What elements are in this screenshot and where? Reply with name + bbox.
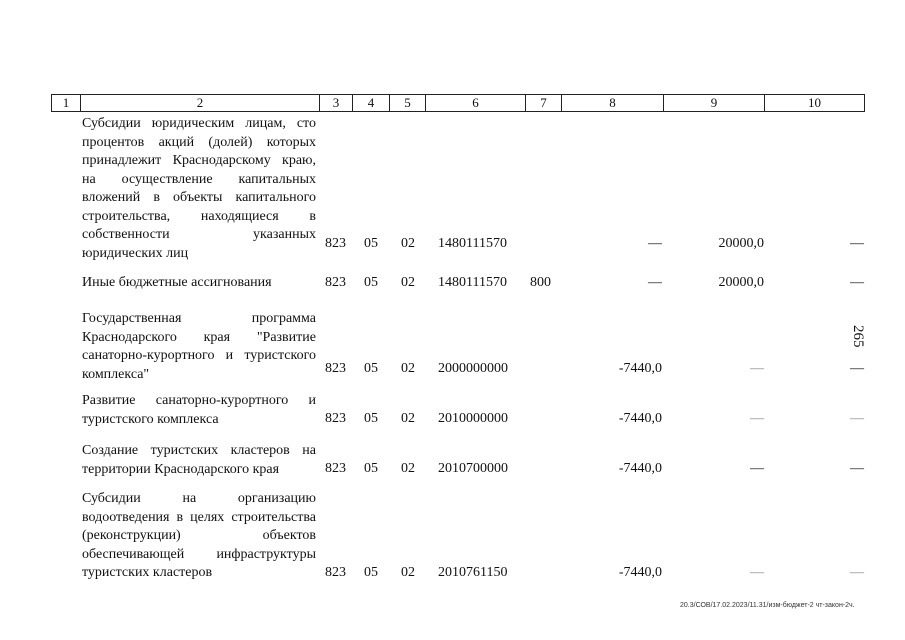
col-header-3: 3 (319, 94, 353, 112)
cell-pr: 02 (401, 361, 415, 376)
cell-csr: 2010761150 (438, 565, 508, 580)
col-header-10: 10 (764, 94, 865, 112)
row-description: Создание туристских кластеров на территории Краснодарского края (82, 443, 316, 477)
cell-pr: 02 (401, 275, 415, 290)
cell-ved: 823 (325, 411, 346, 426)
col-header-9: 9 (663, 94, 765, 112)
cell-amount-9: — (750, 565, 764, 580)
cell-amount-8: -7440,0 (618, 461, 662, 476)
row-description: Развитие санаторно-курортного и туристского комплекса (82, 393, 316, 427)
col-header-5: 5 (389, 94, 426, 112)
cell-csr: 2010000000 (438, 411, 508, 426)
cell-amount-8: — (648, 275, 662, 290)
cell-amount-8: -7440,0 (618, 411, 662, 426)
cell-csr: 1480111570 (438, 236, 507, 251)
cell-amount-8: -7440,0 (618, 565, 662, 580)
cell-amount-8: -7440,0 (618, 361, 662, 376)
row-description: Иные бюджетные ассигнования (82, 275, 272, 290)
cell-rz: 05 (364, 236, 378, 251)
cell-pr: 02 (401, 236, 415, 251)
cell-vr: 800 (530, 275, 551, 290)
cell-amount-10: — (850, 236, 864, 251)
cell-rz: 05 (364, 411, 378, 426)
cell-amount-10: — (850, 565, 864, 580)
cell-amount-9: — (750, 361, 764, 376)
cell-pr: 02 (401, 565, 415, 580)
cell-rz: 05 (364, 275, 378, 290)
cell-ved: 823 (325, 275, 346, 290)
cell-amount-10: — (850, 361, 864, 376)
cell-csr: 2000000000 (438, 361, 508, 376)
page-number: 265 (850, 325, 866, 348)
footer-code: 20.3/СОВ/17.02.2023/11.31/изм-бюджет-2 чт-закон-2ч. (680, 602, 855, 609)
cell-csr: 2010700000 (438, 461, 508, 476)
cell-amount-9: — (750, 411, 764, 426)
cell-rz: 05 (364, 461, 378, 476)
col-header-6: 6 (425, 94, 526, 112)
row-description: Субсидии юридическим лицам, сто процентов акций (долей) которых принадлежит Краснодарскому краю, на осуществление капитальных вложений в объекты капитального строительства, находящиеся в собственности указанных юридических лиц (82, 116, 316, 261)
cell-ved: 823 (325, 361, 346, 376)
row-description: Субсидии на организацию водоотведения в целях строительства (реконструкции) объектов обеспечивающей инфраструктуры туристских кластеров (82, 491, 316, 580)
cell-amount-9: — (750, 461, 764, 476)
cell-pr: 02 (401, 411, 415, 426)
cell-pr: 02 (401, 461, 415, 476)
col-header-7: 7 (525, 94, 562, 112)
cell-amount-10: — (850, 411, 864, 426)
row-description: Государственная программа Краснодарского края "Развитие санаторно-курортного и туристского комплекса" (82, 311, 316, 382)
cell-ved: 823 (325, 565, 346, 580)
col-header-2: 2 (80, 94, 320, 112)
cell-rz: 05 (364, 361, 378, 376)
col-header-1: 1 (51, 94, 81, 112)
cell-amount-10: — (850, 275, 864, 290)
col-header-8: 8 (561, 94, 664, 112)
cell-amount-8: — (648, 236, 662, 251)
cell-csr: 1480111570 (438, 275, 507, 290)
col-header-4: 4 (352, 94, 390, 112)
cell-amount-9: 20000,0 (718, 236, 764, 251)
cell-amount-9: 20000,0 (718, 275, 764, 290)
cell-amount-10: — (850, 461, 864, 476)
cell-ved: 823 (325, 236, 346, 251)
cell-ved: 823 (325, 461, 346, 476)
cell-rz: 05 (364, 565, 378, 580)
